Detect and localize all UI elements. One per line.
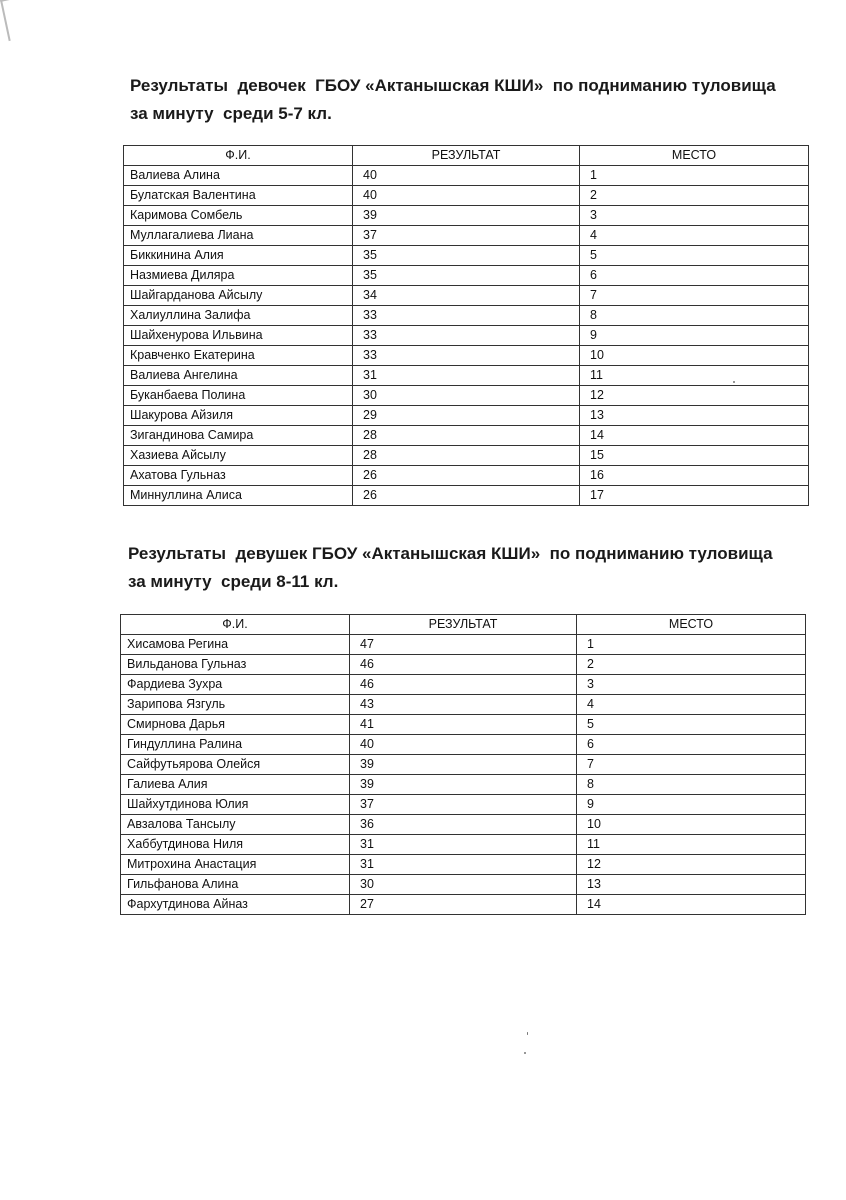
table-row <box>121 815 806 835</box>
cell-name: Фархутдинова Айназ <box>121 895 350 915</box>
cell-result: 35 <box>353 266 580 286</box>
table-header-row <box>121 615 806 635</box>
table-row <box>124 466 809 486</box>
table-row <box>124 226 809 246</box>
cell-result: 35 <box>353 246 580 266</box>
cell-place: 7 <box>577 755 806 775</box>
table-row <box>124 386 809 406</box>
table-row <box>124 286 809 306</box>
cell-place: 7 <box>580 286 809 306</box>
cell-result: 28 <box>353 426 580 446</box>
cell-name: Вильданова Гульназ <box>121 655 350 675</box>
cell-name: Шайхутдинова Юлия <box>121 795 350 815</box>
cell-place: 13 <box>577 875 806 895</box>
cell-name: Валиева Алина <box>124 166 353 186</box>
scan-speck <box>524 1052 526 1054</box>
section1-title: Результаты девочек ГБОУ «Актанышская КШИ» по подниманию туловища за минуту среди 5-7 кл. <box>130 76 776 123</box>
table-row <box>124 486 809 506</box>
table-row <box>124 406 809 426</box>
table-row <box>121 735 806 755</box>
cell-place: 14 <box>580 426 809 446</box>
cell-result: 31 <box>353 366 580 386</box>
cell-place: 9 <box>580 326 809 346</box>
cell-result: 41 <box>350 715 577 735</box>
table-row <box>121 715 806 735</box>
cell-place: 8 <box>580 306 809 326</box>
cell-place: 6 <box>577 735 806 755</box>
cell-name: Хазиева Айсылу <box>124 446 353 466</box>
cell-name: Ахатова Гульназ <box>124 466 353 486</box>
cell-name: Хаббутдинова Ниля <box>121 835 350 855</box>
cell-place: 11 <box>580 366 809 386</box>
cell-name: Шакурова Айзиля <box>124 406 353 426</box>
cell-name: Валиева Ангелина <box>124 366 353 386</box>
cell-place: 12 <box>580 386 809 406</box>
table-row <box>121 895 806 915</box>
table-row <box>124 206 809 226</box>
cell-result: 40 <box>353 186 580 206</box>
cell-result: 40 <box>353 166 580 186</box>
table-row <box>124 306 809 326</box>
cell-place: 5 <box>577 715 806 735</box>
cell-place: 2 <box>577 655 806 675</box>
cell-place: 5 <box>580 246 809 266</box>
table-row <box>121 675 806 695</box>
table-row <box>124 166 809 186</box>
cell-result: 26 <box>353 466 580 486</box>
table-row <box>121 875 806 895</box>
cell-result: 39 <box>353 206 580 226</box>
cell-place: 12 <box>577 855 806 875</box>
cell-result: 34 <box>353 286 580 306</box>
cell-result: 37 <box>353 226 580 246</box>
cell-place: 2 <box>580 186 809 206</box>
cell-name: Смирнова Дарья <box>121 715 350 735</box>
cell-result: 39 <box>350 755 577 775</box>
cell-name: Биккинина Алия <box>124 246 353 266</box>
cell-result: 37 <box>350 795 577 815</box>
cell-name: Назмиева Диляра <box>124 266 353 286</box>
table-row <box>121 755 806 775</box>
cell-place: 11 <box>577 835 806 855</box>
cell-result: 33 <box>353 346 580 366</box>
cell-place: 10 <box>577 815 806 835</box>
cell-place: 4 <box>580 226 809 246</box>
cell-place: 9 <box>577 795 806 815</box>
cell-name: Муллагалиева Лиана <box>124 226 353 246</box>
table-row <box>124 266 809 286</box>
header-name: Ф.И. <box>121 615 350 635</box>
scan-speck <box>527 1032 528 1035</box>
cell-name: Хисамова Регина <box>121 635 350 655</box>
cell-name: Зарипова Язгуль <box>121 695 350 715</box>
cell-place: 4 <box>577 695 806 715</box>
cell-place: 13 <box>580 406 809 426</box>
results-table-grades-8-11 <box>120 614 806 915</box>
cell-name: Миннуллина Алиса <box>124 486 353 506</box>
cell-name: Кравченко Екатерина <box>124 346 353 366</box>
cell-result: 29 <box>353 406 580 426</box>
cell-place: 1 <box>580 166 809 186</box>
cell-result: 36 <box>350 815 577 835</box>
cell-result: 33 <box>353 306 580 326</box>
cell-result: 27 <box>350 895 577 915</box>
cell-result: 40 <box>350 735 577 755</box>
cell-result: 28 <box>353 446 580 466</box>
cell-name: Гильфанова Алина <box>121 875 350 895</box>
cell-name: Фардиева Зухра <box>121 675 350 695</box>
cell-place: 3 <box>577 675 806 695</box>
table-row <box>121 775 806 795</box>
table-row <box>121 655 806 675</box>
cell-result: 30 <box>350 875 577 895</box>
header-place: МЕСТО <box>580 146 809 166</box>
cell-result: 43 <box>350 695 577 715</box>
cell-name: Митрохина Анастация <box>121 855 350 875</box>
cell-name: Буканбаева Полина <box>124 386 353 406</box>
cell-place: 14 <box>577 895 806 915</box>
cell-result: 30 <box>353 386 580 406</box>
cell-result: 33 <box>353 326 580 346</box>
table-row <box>121 795 806 815</box>
cell-place: 6 <box>580 266 809 286</box>
scan-corner-mark <box>0 0 50 41</box>
cell-result: 31 <box>350 835 577 855</box>
cell-place: 1 <box>577 635 806 655</box>
cell-name: Шайхенурова Ильвина <box>124 326 353 346</box>
cell-name: Сайфутьярова Олейся <box>121 755 350 775</box>
header-place: МЕСТО <box>577 615 806 635</box>
cell-name: Шайгарданова Айсылу <box>124 286 353 306</box>
cell-name: Галиева Алия <box>121 775 350 795</box>
table-row <box>124 366 809 386</box>
cell-place: 16 <box>580 466 809 486</box>
table-row <box>124 326 809 346</box>
table-row <box>124 446 809 466</box>
cell-name: Халиуллина Залифа <box>124 306 353 326</box>
table-row <box>124 426 809 446</box>
cell-place: 10 <box>580 346 809 366</box>
results-table-grades-5-7 <box>123 145 809 506</box>
cell-place: 3 <box>580 206 809 226</box>
cell-name: Авзалова Тансылу <box>121 815 350 835</box>
cell-place: 15 <box>580 446 809 466</box>
table-row <box>121 855 806 875</box>
header-result: РЕЗУЛЬТАТ <box>350 615 577 635</box>
header-result: РЕЗУЛЬТАТ <box>353 146 580 166</box>
cell-place: 8 <box>577 775 806 795</box>
cell-result: 39 <box>350 775 577 795</box>
table-header-row <box>124 146 809 166</box>
cell-result: 31 <box>350 855 577 875</box>
cell-name: Гиндуллина Ралина <box>121 735 350 755</box>
table-row <box>121 695 806 715</box>
cell-name: Зигандинова Самира <box>124 426 353 446</box>
table-row <box>124 186 809 206</box>
cell-name: Булатская Валентина <box>124 186 353 206</box>
cell-result: 47 <box>350 635 577 655</box>
header-name: Ф.И. <box>124 146 353 166</box>
table-row <box>124 246 809 266</box>
cell-result: 46 <box>350 675 577 695</box>
table-row <box>121 835 806 855</box>
cell-place: 17 <box>580 486 809 506</box>
section2-title: Результаты девушек ГБОУ «Актанышская КШИ» по подниманию туловища за минуту среди 8-11 кл. <box>128 544 773 591</box>
cell-name: Каримова Сомбель <box>124 206 353 226</box>
cell-result: 46 <box>350 655 577 675</box>
table-row <box>124 346 809 366</box>
table-row <box>121 635 806 655</box>
cell-result: 26 <box>353 486 580 506</box>
